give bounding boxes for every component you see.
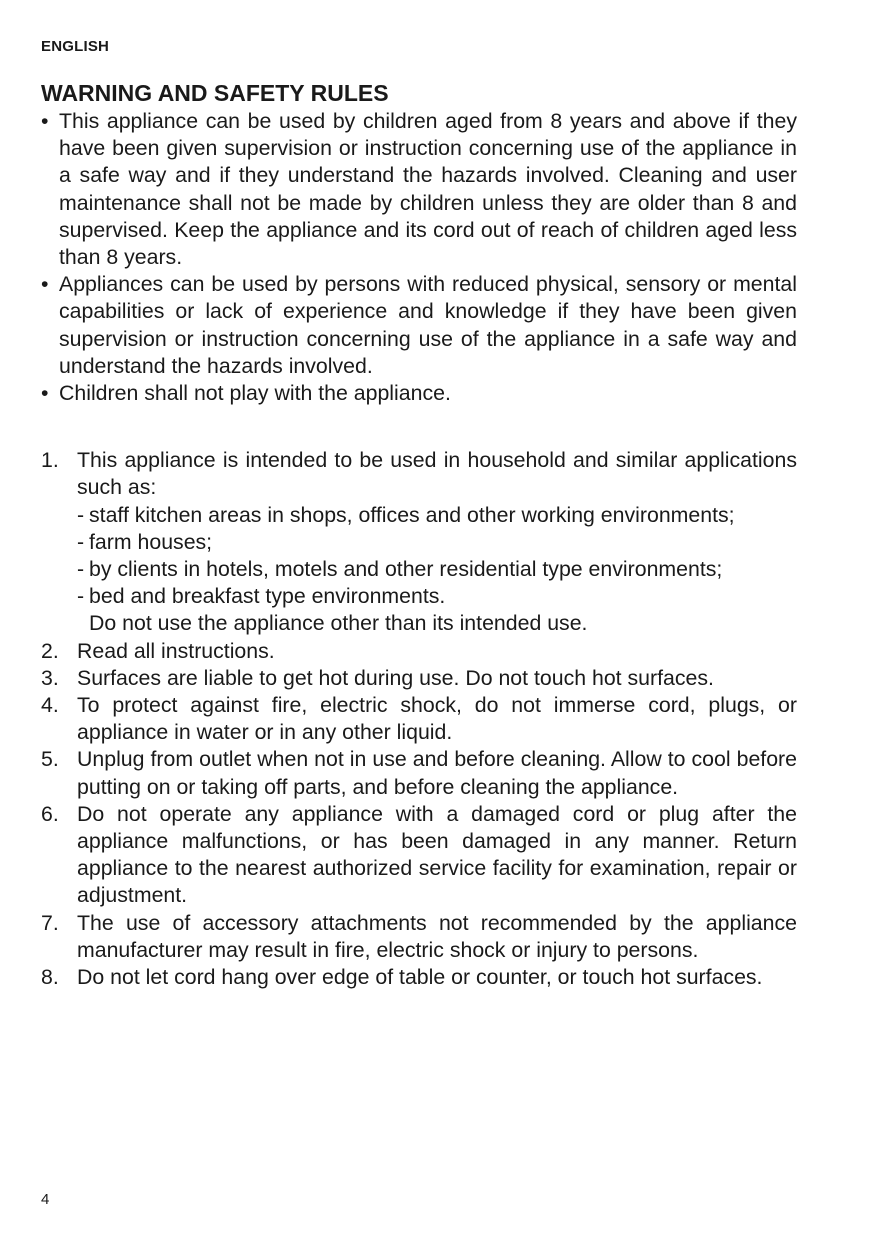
rule-number: 8. <box>41 965 59 990</box>
safety-rule-item <box>41 665 797 692</box>
rule-text: Do not operate any appliance with a damaged cord or plug after the appliance malfunctions, or has been damaged in any manner. Return appliance to the nearest authorized service facility for examination, repair or adjustment. <box>77 801 797 908</box>
rule-number: 5. <box>41 747 59 772</box>
language-label: ENGLISH <box>41 38 110 55</box>
rule-number: 7. <box>41 910 59 935</box>
safety-rule-item <box>41 801 797 910</box>
rule-number: 2. <box>41 638 59 663</box>
usage-environment-item: - staff kitchen areas in shops, offices and other working environments; <box>77 502 797 529</box>
intended-use-note: Do not use the appliance other than its intended use. <box>89 611 588 636</box>
usage-environment-item: - farm houses; <box>77 529 797 556</box>
usage-environment-list <box>77 502 797 611</box>
usage-environment-item: - by clients in hotels, motels and other residential type environments; <box>77 556 797 583</box>
rule-number: 3. <box>41 665 59 690</box>
rule-text: Surfaces are liable to get hot during use. Do not touch hot surfaces. <box>77 665 714 690</box>
safety-rule-item <box>41 638 797 665</box>
rule-text: This appliance is intended to be used in household and similar applications such as: <box>77 448 797 500</box>
document-body <box>41 108 797 991</box>
safety-rule-item <box>41 692 797 746</box>
rule-number: 1. <box>41 448 59 473</box>
rule-text: To protect against fire, electric shock, do not immerse cord, plugs, or appliance in water or in any other liquid. <box>77 693 797 745</box>
section-title: WARNING AND SAFETY RULES <box>41 80 389 106</box>
safety-rules-list <box>41 447 797 991</box>
rule-text: Read all instructions. <box>77 638 275 663</box>
rule-text: Unplug from outlet when not in use and before cleaning. Allow to cool before putting on or taking off parts, and before cleaning the appliance. <box>77 747 797 799</box>
rule-number: 4. <box>41 693 59 718</box>
safety-rule-item <box>41 964 797 991</box>
safety-rule-item <box>41 447 797 637</box>
page-number: 4 <box>41 1191 50 1208</box>
warning-bullet-list <box>41 108 797 407</box>
rule-number: 6. <box>41 801 59 826</box>
rule-text: The use of accessory attachments not recommended by the appliance manufacturer may result in fire, electric shock or injury to persons. <box>77 910 797 962</box>
safety-rule-item <box>41 910 797 964</box>
rule-text: Do not let cord hang over edge of table or counter, or touch hot surfaces. <box>77 965 763 990</box>
safety-rule-item <box>41 746 797 800</box>
warning-bullet-item: • This appliance can be used by children aged from 8 years and above if they have been given supervision or instruction concerning use of the appliance in a safe way and if they understand the hazards involved. Cleaning and user maintenance shall not be made by children unless they are older than 8 and supervised. Keep the appliance and its cord out of reach of children aged less than 8 years. <box>41 108 797 271</box>
warning-bullet-item: • Children shall not play with the appliance. <box>41 380 797 407</box>
warning-bullet-item: • Appliances can be used by persons with reduced physical, sensory or mental capabilities or lack of experience and knowledge if they have been given supervision or instruction concerning use of the appliance in a safe way and understand the hazards involved. <box>41 271 797 380</box>
usage-environment-item: - bed and breakfast type environments. <box>77 583 797 610</box>
